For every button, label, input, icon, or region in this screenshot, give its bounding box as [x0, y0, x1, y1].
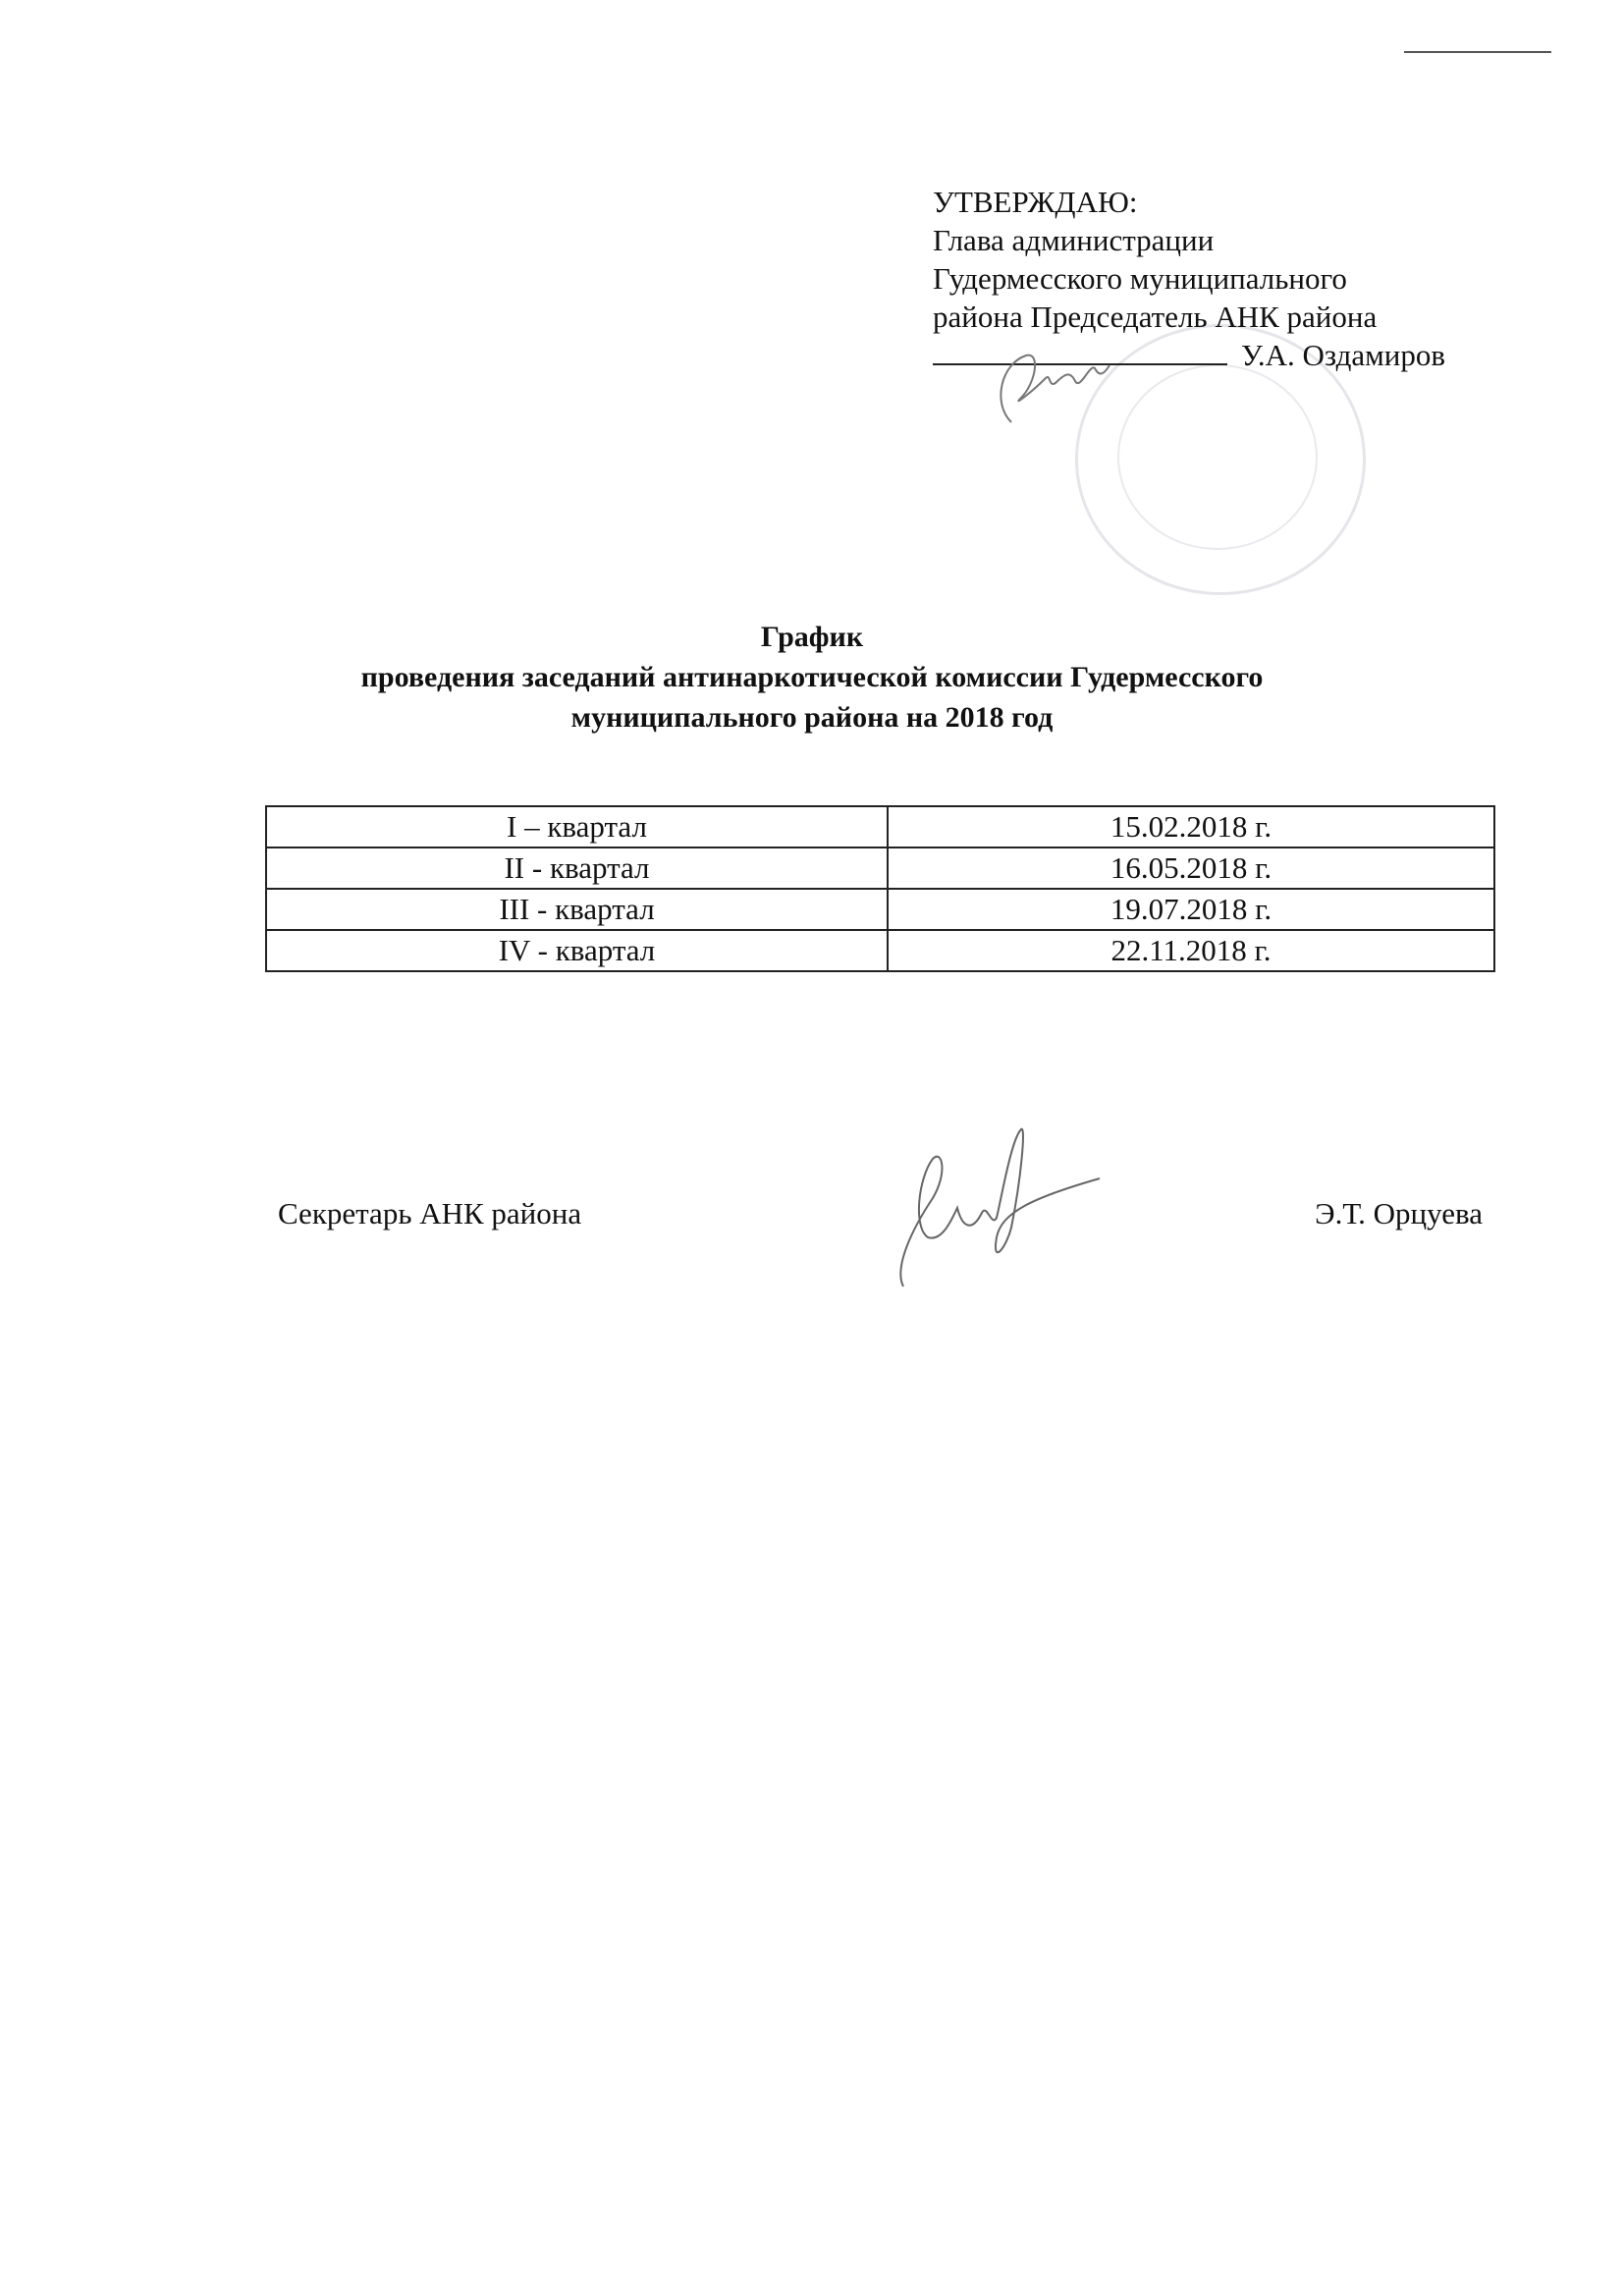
title-line2: проведения заседаний антинаркотической комиссии Гудермесского: [360, 661, 1264, 693]
quarter-cell: III - квартал: [266, 889, 888, 930]
date-cell: 15.02.2018 г.: [888, 806, 1494, 847]
table-row: [266, 806, 1494, 847]
date-cell: 16.05.2018 г.: [888, 847, 1494, 889]
date-cell: 22.11.2018 г.: [888, 930, 1494, 971]
scan-edge-line: [1404, 51, 1551, 53]
date-cell: 19.07.2018 г.: [888, 889, 1494, 930]
quarter-cell: I – квартал: [266, 806, 888, 847]
table-row: [266, 930, 1494, 971]
head-signature: [982, 344, 1149, 432]
table-row: [266, 847, 1494, 889]
secretary-signature: [874, 1120, 1110, 1296]
approval-signatory: У.А. Оздамиров: [1241, 338, 1445, 372]
document-title: [0, 617, 1624, 738]
title-line1: График: [760, 621, 864, 653]
secretary-label: Секретарь АНК района: [278, 1196, 582, 1230]
approval-heading: УТВЕРЖДАЮ:: [933, 185, 1138, 219]
secretary-name: Э.Т. Орцуева: [1315, 1196, 1483, 1230]
approval-position-line2: Гудермесского муниципального: [933, 261, 1347, 296]
approval-position-line3: района Председатель АНК района: [933, 300, 1378, 334]
schedule-table: [265, 805, 1495, 972]
quarter-cell: II - квартал: [266, 847, 888, 889]
approval-position-line1: Глава администрации: [933, 223, 1215, 257]
quarter-cell: IV - квартал: [266, 930, 888, 971]
table-row: [266, 889, 1494, 930]
title-line3: муниципального района на 2018 год: [570, 701, 1054, 734]
